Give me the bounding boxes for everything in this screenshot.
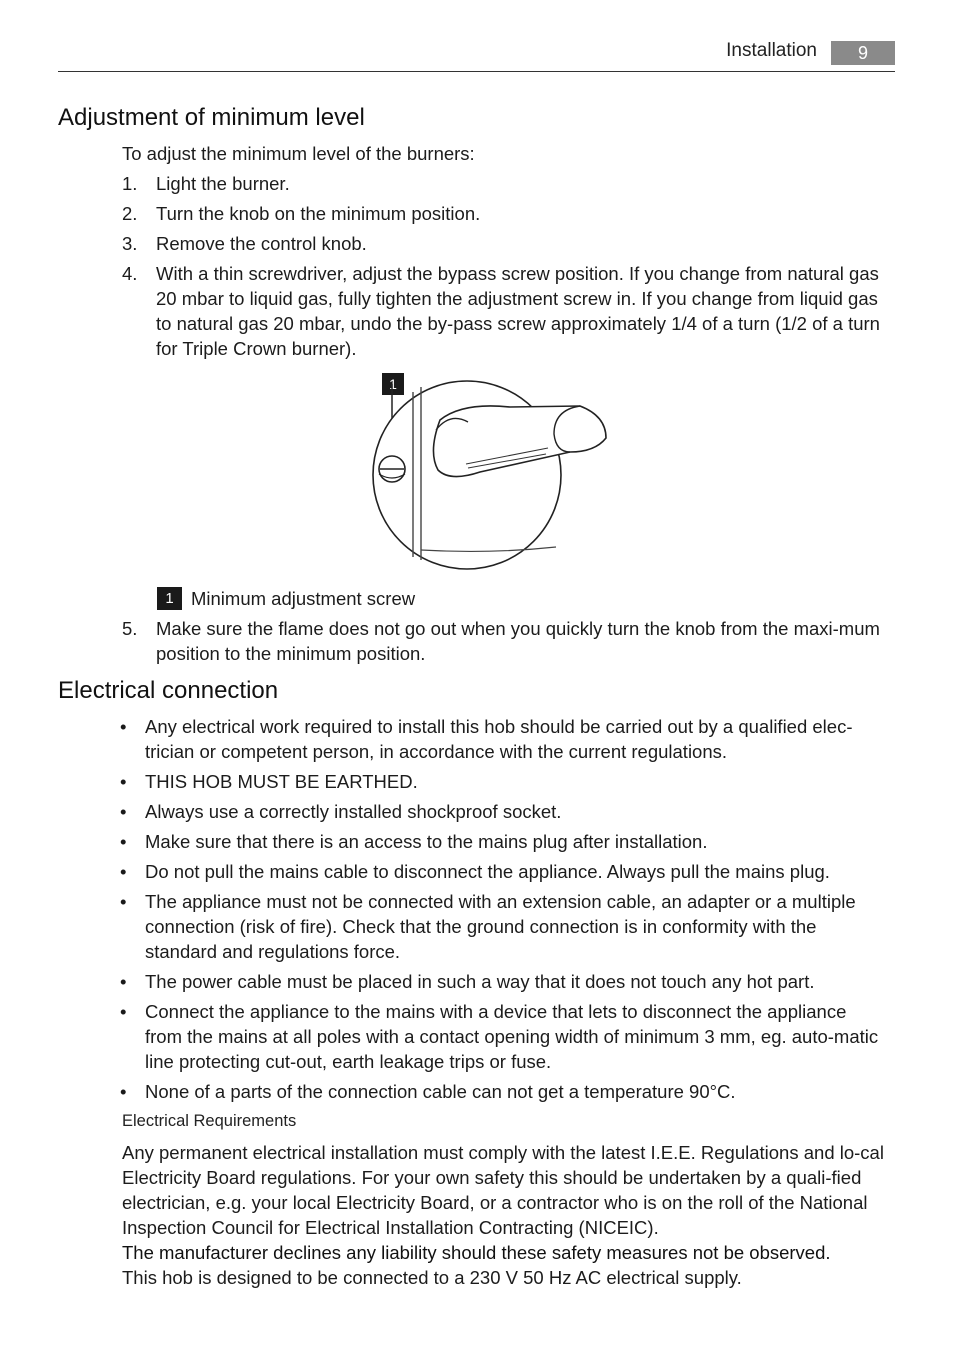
- bullet-symbol: •: [120, 971, 127, 992]
- heading-adjustment: Adjustment of minimum level: [58, 104, 365, 131]
- intro-text: To adjust the minimum level of the burners:: [122, 143, 475, 164]
- bullet-symbol: •: [120, 1001, 127, 1022]
- bullet-item: The power cable must be placed in such a way that it does not touch any hot part.: [145, 971, 815, 992]
- step-text: With a thin screwdriver, adjust the bypass screw position. If you change from natural gas 20 mbar to liquid gas, fully tighten the adjustment screw in. If you change from liquid gas to natural gas 20 mbar, undo the by-pass screw approximately 1/4 of a turn (1/2 of a turn for Triple Crown burner).: [156, 263, 880, 359]
- bullet-item: Always use a correctly installed shockproof socket.: [145, 801, 562, 822]
- figure-marker: 1: [382, 373, 404, 395]
- bullet-symbol: •: [120, 861, 127, 882]
- liability-statement: The manufacturer declines any liability should these safety measures not be observed.: [122, 1242, 831, 1263]
- step-number: 2.: [122, 203, 138, 224]
- step-number: 5.: [122, 618, 138, 639]
- bullet-symbol: •: [120, 716, 127, 737]
- legend-text: Minimum adjustment screw: [191, 588, 416, 609]
- supply-statement: This hob is designed to be connected to a 230 V 50 Hz AC electrical supply.: [122, 1267, 742, 1288]
- bullet-item: Do not pull the mains cable to disconnect the appliance. Always pull the mains plug.: [145, 861, 830, 882]
- step-number: 1.: [122, 173, 138, 194]
- step-text: Turn the knob on the minimum position.: [156, 203, 481, 224]
- step-number: 3.: [122, 233, 138, 254]
- heading-electrical: Electrical connection: [58, 677, 279, 704]
- header-section-title: Installation: [726, 40, 817, 61]
- step-text: Make sure the flame does not go out when you quickly turn the knob from the maxi-mum position to the minimum position.: [156, 618, 880, 664]
- bullet-item: Any electrical work required to install this hob should be carried out by a qualified elec-trician or competent person, in accordance with the current regulations.: [145, 716, 853, 762]
- legend-marker: 1: [157, 587, 182, 610]
- bullet-item: THIS HOB MUST BE EARTHED.: [145, 771, 418, 792]
- page-header: [58, 38, 895, 72]
- subheading-requirements: Electrical Requirements: [122, 1112, 297, 1130]
- bullet-item: None of a parts of the connection cable can not get a temperature 90°C.: [145, 1081, 736, 1102]
- bullet-symbol: •: [120, 831, 127, 852]
- requirements-paragraph: Any permanent electrical installation must comply with the latest I.E.E. Regulations and lo-cal Electricity Board regulations. For your own safety this should be undertaken by a quali-fied electrician, e.g. your local Electricity Board, or a contractor who is on the roll of the National Inspection Council for Electrical Installation Contracting (NICEIC).: [122, 1142, 884, 1238]
- step-text: Remove the control knob.: [156, 233, 367, 254]
- bypass-screw-illustration: [370, 372, 620, 577]
- bullet-symbol: •: [120, 771, 127, 792]
- step-number: 4.: [122, 263, 138, 284]
- bullet-item: The appliance must not be connected with an extension cable, an adapter or a multiple connection (risk of fire). Check that the ground connection is in conformity with the standard and regulations force.: [145, 891, 856, 962]
- step-text: Light the burner.: [156, 173, 290, 194]
- bullet-symbol: •: [120, 801, 127, 822]
- page-number: 9: [831, 41, 895, 65]
- bullet-item: Make sure that there is an access to the mains plug after installation.: [145, 831, 708, 852]
- bullet-item: Connect the appliance to the mains with a device that lets to disconnect the appliance from the mains at all poles with a contact opening width of minimum 3 mm, eg. auto-matic line protecting cut-out, earth leakage trips or fuse.: [145, 1001, 879, 1072]
- bullet-symbol: •: [120, 1081, 127, 1102]
- bullet-symbol: •: [120, 891, 127, 912]
